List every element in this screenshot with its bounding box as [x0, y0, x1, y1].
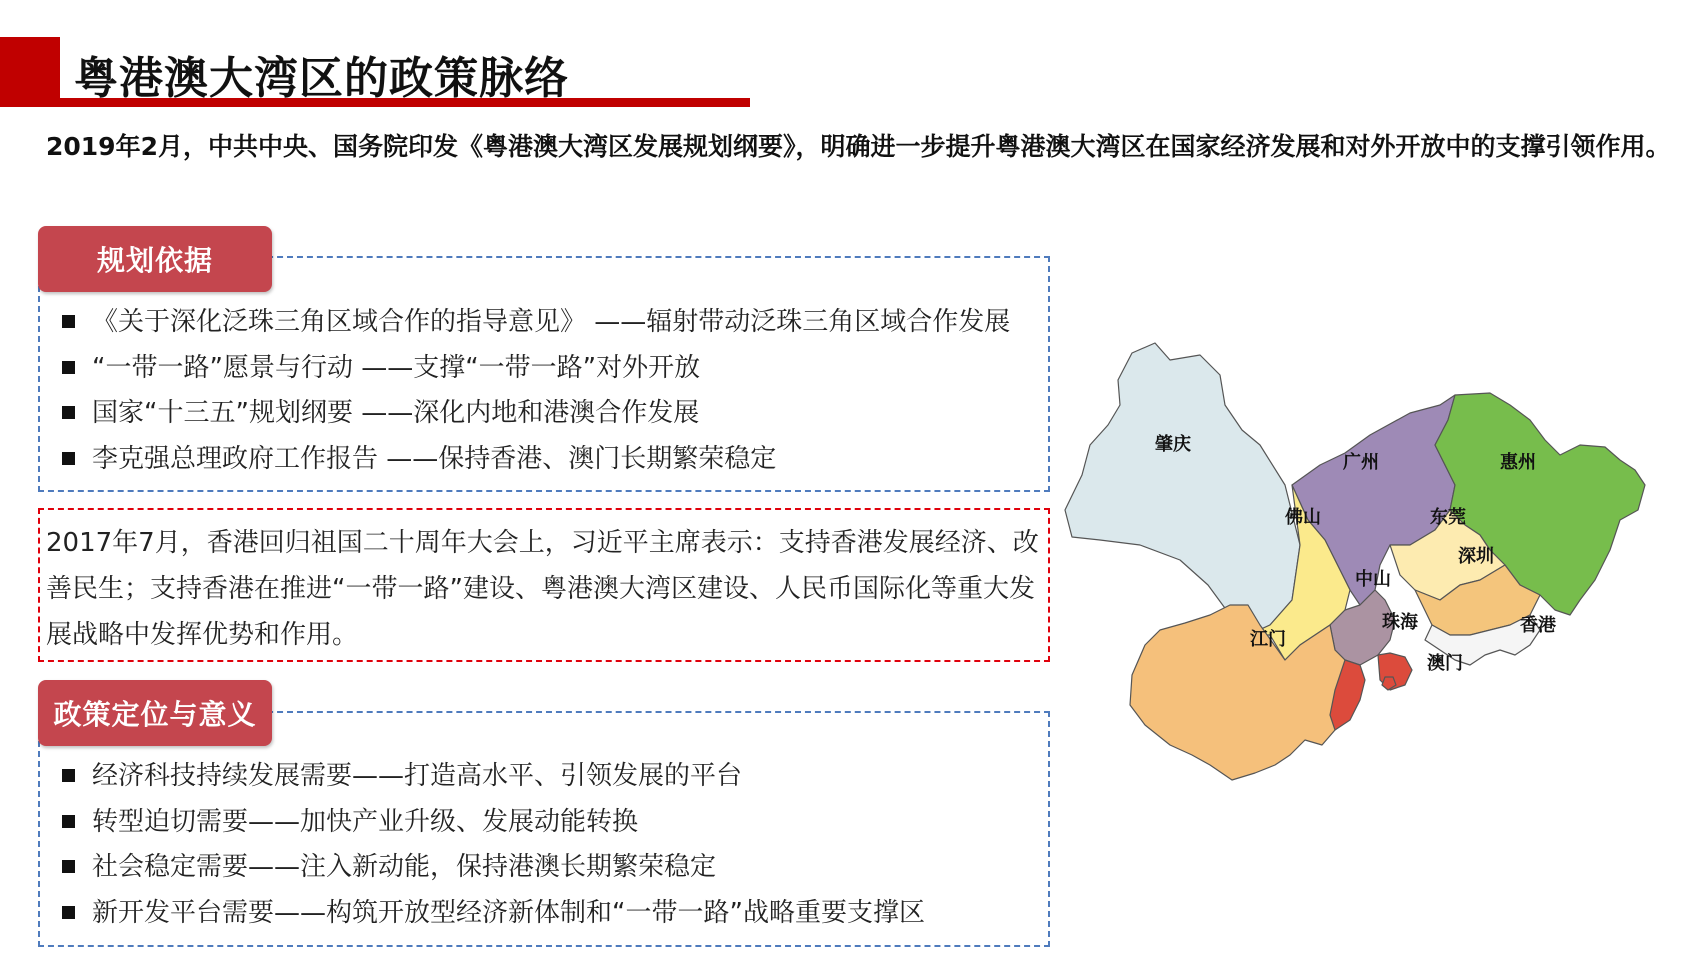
greater-bay-area-map — [1060, 335, 1700, 795]
map-label: 中山 — [1355, 569, 1391, 590]
map-label: 佛山 — [1285, 507, 1321, 528]
bullet-icon — [62, 815, 75, 828]
bullet-icon — [62, 452, 75, 465]
intro-paragraph: 2019年2月，中共中央、国务院印发《粤港澳大湾区发展规划纲要》，明确进一步提升粤港澳大湾区在国家经济发展和对外开放中的支撑引领作用。 — [46, 132, 1671, 161]
page-title: 粤港澳大湾区的政策脉络 — [74, 53, 569, 104]
policy-significance-tab: 政策定位与意义 — [38, 680, 272, 746]
map-label: 珠海 — [1382, 612, 1418, 633]
bullet-icon — [62, 361, 75, 374]
map-label: 肇庆 — [1155, 434, 1191, 455]
bullet-icon — [62, 906, 75, 919]
map-label: 澳门 — [1427, 653, 1463, 674]
region-zhaoqing — [1065, 343, 1300, 635]
title-accent-block — [0, 37, 60, 107]
map-label: 广州 — [1343, 452, 1379, 473]
map-label: 深圳 — [1458, 546, 1494, 567]
bullet-icon — [62, 769, 75, 782]
map-label: 惠州 — [1500, 452, 1536, 473]
map-label: 香港 — [1520, 615, 1556, 636]
map-label: 东莞 — [1430, 507, 1466, 528]
planning-basis-tab: 规划依据 — [38, 226, 272, 292]
quote-paragraph: 2017年7月，香港回归祖国二十周年大会上，习近平主席表示：支持香港发展经济、改善民生；支持香港在推进“一带一路”建设、粤港澳大湾区建设、人民币国际化等重大发展战略中发挥优势和作用。 — [46, 528, 1039, 650]
bullet-icon — [62, 860, 75, 873]
policy-significance-box: 经济科技持续发展需要——打造高水平、引领发展的平台 转型迫切需要——加快产业升级、发展动能转换 社会稳定需要——注入新动能，保持港澳长期繁荣稳定 新开发平台需要——构筑开放型经济新体制和“一带一路”战略重要支撑区 — [38, 711, 1050, 947]
planning-basis-box: 《关于深化泛珠三角区域合作的指导意见》 ——辐射带动泛珠三角区域合作发展 “一带一路”愿景与行动 ——支撑“一带一路”对外开放 国家“十三五”规划纲要 ——深化内地和港澳合作发展 李克强总理政府工作报告 ——保持香港、澳门长期繁荣稳定 — [38, 256, 1050, 492]
map-label: 江门 — [1250, 629, 1286, 650]
bullet-icon — [62, 315, 75, 328]
bullet-icon — [62, 406, 75, 419]
